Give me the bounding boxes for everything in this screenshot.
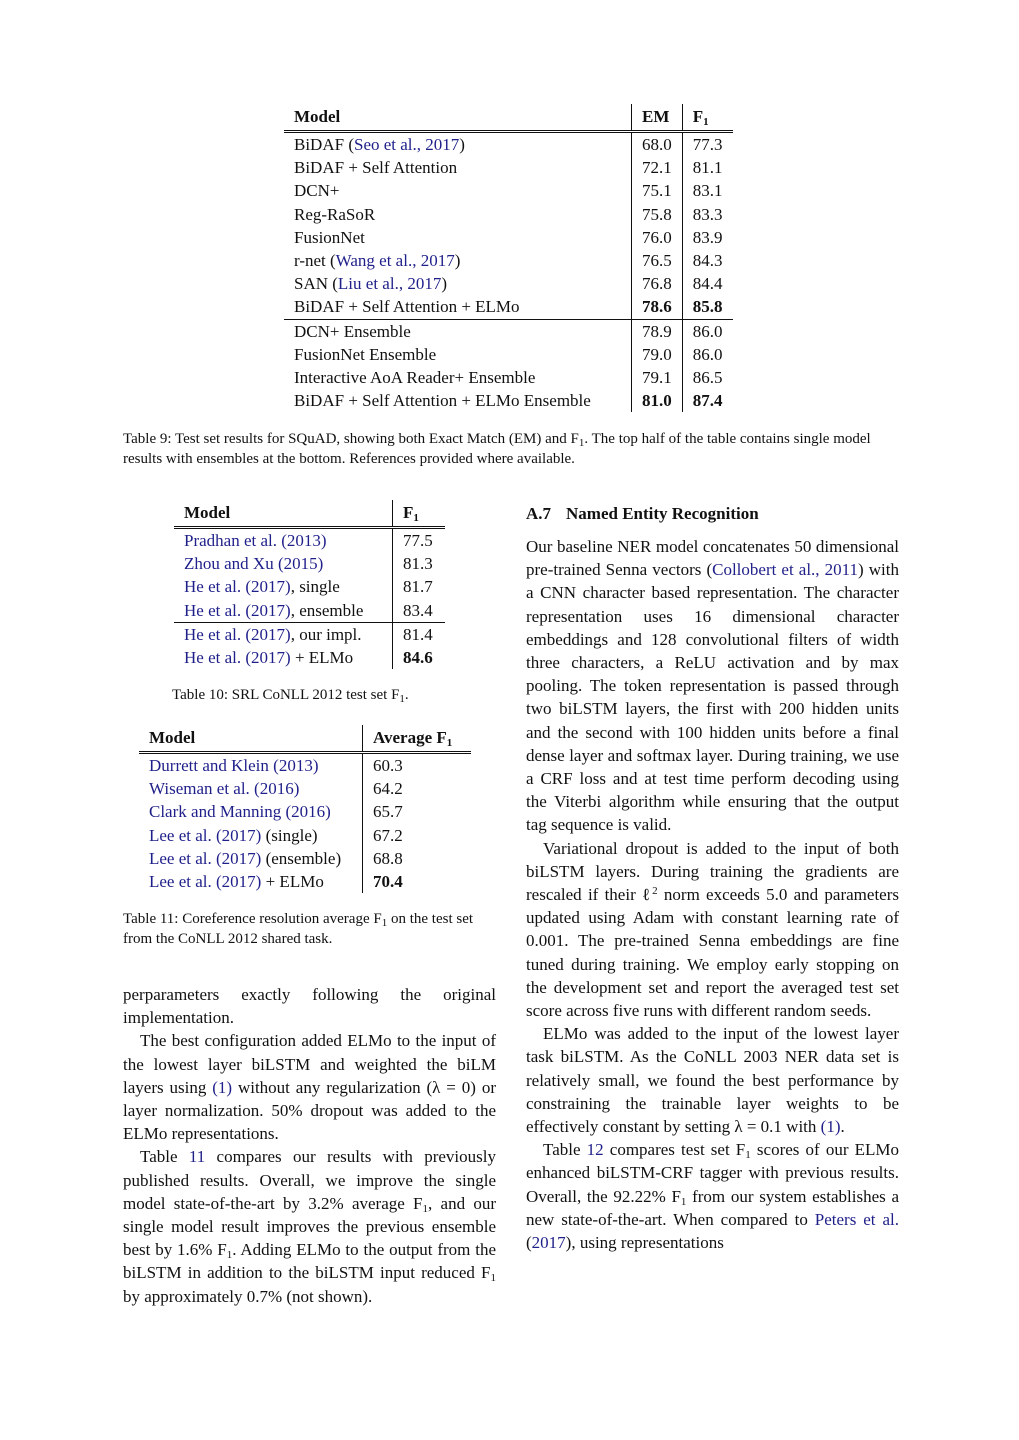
model-name: BiDAF + Self Attention xyxy=(294,158,458,178)
caption-text: Table 10: SRL CoNLL 2012 test set F xyxy=(172,687,400,703)
text: by approximately 0.7% (not shown). xyxy=(123,1286,373,1306)
em-cell: 79.0 xyxy=(632,343,683,366)
model-name: Reg-RaSoR xyxy=(294,204,376,224)
text: Table xyxy=(140,1147,189,1167)
model-name: ) xyxy=(459,135,465,154)
f1-cell: 86.0 xyxy=(682,343,732,366)
table-row xyxy=(284,249,733,272)
caption-text: Table 9: Test set results for SQuAD, showing both Exact Match (EM) and F xyxy=(123,431,579,447)
subscript: 1 xyxy=(413,512,419,525)
model-name: Interactive AoA Reader+ Ensemble xyxy=(294,368,536,388)
model-name: DCN+ Ensemble xyxy=(294,321,411,341)
model-cell xyxy=(174,622,393,646)
table-row xyxy=(139,800,471,823)
citation-link[interactable]: Lee et al. (2017) xyxy=(149,848,262,868)
f1-cell: 67.2 xyxy=(363,824,472,847)
equation-link[interactable]: (1) xyxy=(212,1077,233,1097)
citation-link[interactable]: Durrett and Klein (2013) xyxy=(149,756,319,775)
model-cell xyxy=(139,800,363,823)
f1-cell: 83.9 xyxy=(682,226,732,249)
f1-cell: 81.4 xyxy=(393,622,446,646)
subscript: 1 xyxy=(422,1202,429,1215)
model-name: FusionNet xyxy=(294,227,365,247)
em-cell: 76.5 xyxy=(632,249,683,272)
citation-link[interactable]: Clark and Manning (2016) xyxy=(149,802,331,822)
citation-link[interactable]: He et al. (2017) xyxy=(184,624,291,644)
f1-cell: 86.0 xyxy=(682,319,732,343)
paragraph: perparameters exactly following the original implementation. xyxy=(123,985,496,1028)
model-cell xyxy=(284,226,632,249)
table-row xyxy=(174,528,445,553)
superscript: 2 xyxy=(652,885,658,898)
table-row xyxy=(284,226,733,249)
coref-results-body xyxy=(139,753,471,894)
f1-cell: 81.1 xyxy=(682,156,732,179)
section-number: A.7 xyxy=(526,504,552,523)
paragraph xyxy=(526,1138,899,1254)
model-suffix: + ELMo xyxy=(290,648,354,668)
section-heading xyxy=(526,504,899,524)
subscript: 1 xyxy=(381,917,388,929)
model-name: r-net ( xyxy=(294,251,336,271)
section-title: Named Entity Recognition xyxy=(566,504,759,523)
text: from our system establishes a new state-of-the-art. When compared to xyxy=(526,1186,899,1229)
table-row xyxy=(284,179,733,202)
text: ELMo was added to the input of the lowest layer task biLSTM. As the CoNLL 2003 NER data set is relatively small, we found the best performance by constraining the trainable layer weights to be effectively constant by setting λ = 0.1 with xyxy=(526,1024,899,1137)
model-cell xyxy=(284,179,632,202)
right-column-text xyxy=(526,535,899,1254)
text: compares test set F xyxy=(603,1140,746,1160)
text: Our baseline NER model concatenates 50 dimensional pre-trained Senna vectors ( xyxy=(526,537,899,580)
paragraph xyxy=(123,1029,496,1145)
citation-link[interactable]: He et al. (2017) xyxy=(184,648,291,668)
table-header-row xyxy=(284,104,733,132)
em-cell: 68.0 xyxy=(632,132,683,157)
header-f1: $F_1$ xyxy=(393,500,446,528)
table-reference-link[interactable]: 12 xyxy=(586,1140,604,1160)
em-cell: 75.8 xyxy=(632,203,683,226)
table-row xyxy=(284,203,733,226)
text: ) with a CNN character based representation. The character representation uses 16 dimensional character embeddings and 128 convolutional filters of width three characters, a ReLU activation and by max pooling. The token representation is passed through two biLSTM layers, the first with 200 hidden units and the second with 100 hidden units before a final dense layer and softmax layer. During training, we use a CRF loss and at test time perform decoding using the Viterbi algorithm while ensuring that the output tag sequence is valid. xyxy=(526,560,899,835)
em-cell: 81.0 xyxy=(632,389,683,412)
table-row xyxy=(174,575,445,598)
em-cell: 72.1 xyxy=(632,156,683,179)
f1-cell: 77.3 xyxy=(682,132,732,157)
model-name: BiDAF + Self Attention + ELMo xyxy=(294,297,520,317)
right-column xyxy=(526,504,899,1254)
text: , and our single model result improves the previous ensemble best by 1.6% F xyxy=(123,1193,496,1260)
table-row xyxy=(284,272,733,295)
subscript: 1 xyxy=(446,737,453,750)
f1-cell: 83.3 xyxy=(682,203,732,226)
header-average-f1 xyxy=(363,725,472,753)
subscript: 1 xyxy=(680,1195,687,1208)
f1-cell: 68.8 xyxy=(363,847,472,870)
table-11-caption xyxy=(123,909,499,949)
table-row xyxy=(139,777,471,800)
model-cell xyxy=(174,552,393,575)
citation-link[interactable]: Collobert et al., 2011 xyxy=(712,560,859,580)
model-cell xyxy=(139,824,363,847)
table-row xyxy=(174,622,445,646)
f1-cell: 83.1 xyxy=(682,179,732,202)
table-row xyxy=(139,753,471,778)
citation-link[interactable]: Wiseman et al. (2016) xyxy=(149,779,300,799)
model-suffix: + ELMo xyxy=(261,872,324,892)
table-row xyxy=(284,156,733,179)
model-cell xyxy=(284,295,632,319)
model-suffix: (single) xyxy=(261,825,318,845)
model-cell xyxy=(139,777,363,800)
em-cell: 79.1 xyxy=(632,366,683,389)
squad-results-table xyxy=(284,104,733,412)
subscript: 1 xyxy=(226,1249,233,1262)
caption-text: . The top half of the table contains single model results with ensembles at the bottom. References provided where available. xyxy=(123,431,871,467)
f1-cell: 83.4 xyxy=(393,599,446,623)
model-cell xyxy=(284,272,632,295)
left-column-text xyxy=(123,983,496,1308)
model-cell xyxy=(139,753,363,778)
f1-cell: 87.4 xyxy=(682,389,732,412)
model-cell xyxy=(284,319,632,343)
model-name: ) xyxy=(441,274,447,294)
f1-cell: 60.3 xyxy=(363,753,472,778)
model-cell xyxy=(139,870,363,893)
text: without any regularization (λ = 0) or layer normalization. 50% dropout was added to the ELMo representations. xyxy=(123,1077,496,1144)
table-row xyxy=(284,389,733,412)
table-row xyxy=(284,366,733,389)
equation-link[interactable]: (1) xyxy=(820,1117,841,1137)
table-row xyxy=(284,132,733,157)
table-row xyxy=(174,552,445,575)
subscript: 1 xyxy=(490,1272,496,1285)
header-f1: $F_1$ xyxy=(682,104,732,132)
citation-link[interactable]: Liu et al., 2017 xyxy=(337,274,442,294)
model-cell xyxy=(139,847,363,870)
text: Table xyxy=(543,1140,587,1160)
model-cell xyxy=(284,203,632,226)
subscript: 1 xyxy=(703,116,709,129)
model-name: FusionNet Ensemble xyxy=(294,344,437,364)
table-10-container xyxy=(174,500,445,669)
subscript: 1 xyxy=(578,437,585,449)
em-cell: 76.8 xyxy=(632,272,683,295)
model-cell xyxy=(284,132,632,157)
f1-cell: 84.6 xyxy=(393,646,446,669)
coref-results-table xyxy=(139,725,471,893)
srl-results-body xyxy=(174,528,445,670)
table-row xyxy=(174,646,445,669)
table-row xyxy=(174,599,445,623)
f1-cell: 84.3 xyxy=(682,249,732,272)
text: . Adding ELMo to the output from the biLSTM in addition to the biLSTM input reduced F xyxy=(123,1240,497,1283)
table-row xyxy=(284,343,733,366)
citation-link[interactable]: Peters et al. xyxy=(814,1209,899,1229)
f1-cell: 84.4 xyxy=(682,272,732,295)
text: . xyxy=(840,1117,845,1137)
srl-results-table xyxy=(174,500,445,669)
model-cell xyxy=(284,366,632,389)
text: ), using representations xyxy=(565,1233,724,1253)
model-name: DCN+ xyxy=(294,181,340,201)
citation-link[interactable]: Seo et al., 2017 xyxy=(353,135,460,154)
text: ( xyxy=(526,1233,532,1253)
table-row xyxy=(284,295,733,319)
em-cell: 75.1 xyxy=(632,179,683,202)
f1-cell: 86.5 xyxy=(682,366,732,389)
caption-text: . xyxy=(404,687,409,703)
em-cell: 78.9 xyxy=(632,319,683,343)
model-suffix: (ensemble) xyxy=(261,848,342,868)
f1-cell: 81.7 xyxy=(393,575,446,598)
text: norm exceeds 5.0 and parameters updated using Adam with constant learning rate of 0.001. The pre-trained Senna embeddings are fine tuned during training. We employ early stopping on the development set and report the averaged test set score across five runs with different random seeds. xyxy=(526,885,899,1021)
table-10-caption xyxy=(172,685,409,705)
model-name: BiDAF ( xyxy=(294,135,354,154)
f1-cell: 81.3 xyxy=(393,552,446,575)
model-cell xyxy=(284,156,632,179)
model-cell xyxy=(174,599,393,623)
text: Variational dropout is added to the input of both biLSTM layers. During training the gradients are rescaled if their ℓ xyxy=(526,838,899,905)
citation-link[interactable]: Pradhan et al. (2013) xyxy=(184,531,327,550)
citation-link[interactable]: He et al. (2017) xyxy=(184,600,291,620)
model-cell xyxy=(284,389,632,412)
text: scores of our ELMo enhanced biLSTM-CRF tagger with previous results. Overall, the 92.22% F xyxy=(526,1140,899,1206)
model-cell xyxy=(284,249,632,272)
model-suffix: , our impl. xyxy=(290,624,362,644)
text: compares our results with previously published results. Overall, we improve the single model state-of-the-art by 3.2% average F xyxy=(123,1147,496,1213)
paragraph xyxy=(526,1022,899,1138)
table-11-container xyxy=(139,725,471,893)
table-9-caption xyxy=(123,429,899,469)
model-suffix: , single xyxy=(290,577,340,597)
text: The best configuration added ELMo to the input of the lowest layer biLSTM and weighted the biLM layers using xyxy=(123,1031,496,1097)
table-row xyxy=(139,824,471,847)
paragraph xyxy=(123,1145,496,1307)
squad-results-body xyxy=(284,132,733,413)
subscript: 1 xyxy=(399,693,405,705)
model-name: SAN ( xyxy=(294,274,338,294)
f1-cell: 64.2 xyxy=(363,777,472,800)
citation-link[interactable]: 2017 xyxy=(531,1233,566,1253)
model-cell xyxy=(284,343,632,366)
citation-link[interactable]: He et al. (2017) xyxy=(184,577,291,597)
em-cell: 76.0 xyxy=(632,226,683,249)
em-cell: 78.6 xyxy=(632,295,683,319)
table-row xyxy=(284,319,733,343)
header-text: Average F xyxy=(373,728,447,748)
citation-link[interactable]: Lee et al. (2017) xyxy=(149,825,262,845)
model-cell xyxy=(174,646,393,669)
caption-text: Table 11: Coreference resolution average F xyxy=(123,911,382,927)
header-model: Model xyxy=(294,107,341,127)
table-9-container xyxy=(284,104,733,412)
model-name: BiDAF + Self Attention + ELMo Ensemble xyxy=(294,391,591,411)
table-row xyxy=(139,870,471,893)
f1-cell: 85.8 xyxy=(682,295,732,319)
citation-link[interactable]: Wang et al., 2017 xyxy=(335,251,455,271)
header-model: Model xyxy=(184,503,231,523)
table-header-row xyxy=(174,500,445,528)
paragraph xyxy=(526,535,899,837)
table-reference-link[interactable]: 11 xyxy=(188,1147,206,1167)
header-em: EM xyxy=(632,104,683,132)
table-header-row xyxy=(139,725,471,753)
f1-cell: 77.5 xyxy=(393,528,446,553)
citation-link[interactable]: Zhou and Xu (2015) xyxy=(184,554,324,574)
model-cell xyxy=(174,528,393,553)
model-name: ) xyxy=(454,251,461,271)
subscript: 1 xyxy=(745,1149,751,1162)
model-suffix: , ensemble xyxy=(290,600,364,620)
table-row xyxy=(139,847,471,870)
model-cell xyxy=(174,575,393,598)
f1-cell: 65.7 xyxy=(363,800,472,823)
f1-cell: 70.4 xyxy=(363,870,472,893)
caption-text: on the test set from the CoNLL 2012 shared task. xyxy=(123,911,474,947)
citation-link[interactable]: Lee et al. (2017) xyxy=(149,872,262,892)
paragraph xyxy=(526,837,899,1023)
header-model: Model xyxy=(149,728,196,748)
